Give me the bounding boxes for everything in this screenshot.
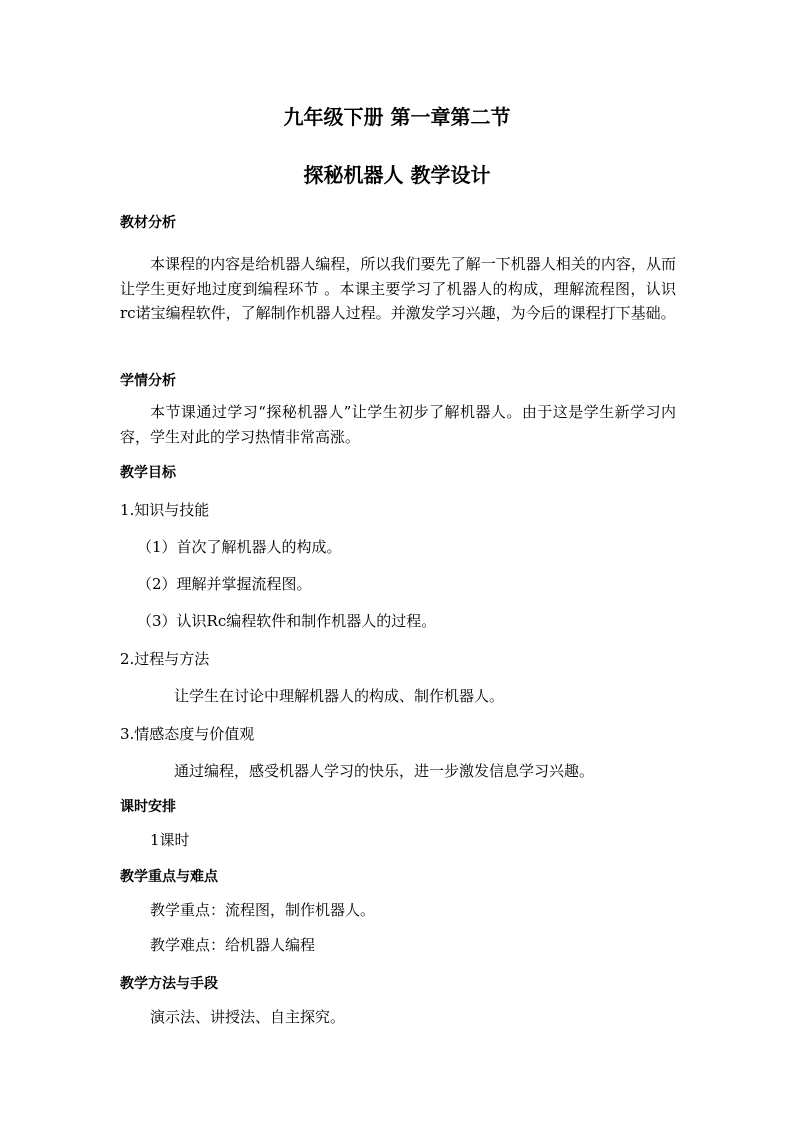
difficult-point-text: 教学难点：给机器人编程 [150,936,316,954]
students-paragraph: 本节课通过学习“探秘机器人”让学生初步了解机器人。由于这是学生新学习内容，学生对此的学习热情非常高涨。 [120,403,676,446]
goal-1-title: 1.知识与技能 [120,501,210,519]
goal-3-text: 通过编程，感受机器人学习的快乐，进一步激发信息学习兴趣。 [174,762,595,780]
key-point-text: 教学重点：流程图，制作机器人。 [150,901,376,919]
material-paragraph: 本课程的内容是给机器人编程，所以我们要先了解一下机器人相关的内容，从而让学生更好地过度到编程环节 。本课主要学习了机器人的构成，理解流程图，认识rc诺宝编程软件，了解制作机器人过程。并激发学习兴趣，为今后的课程打下基础。 [120,255,676,322]
section-heading-keypoints: 教学重点与难点 [120,869,218,885]
section-heading-schedule: 课时安排 [120,799,176,815]
section-heading-material: 教材分析 [120,215,176,231]
goal-2-title: 2.过程与方法 [120,650,210,668]
document-subtitle: 探秘机器人 教学设计 [303,163,491,187]
schedule-text: 1课时 [150,831,190,849]
section-heading-goals: 教学目标 [120,465,176,481]
goal-3-title: 3.情感态度与价值观 [120,725,255,743]
document-title: 九年级下册 第一章第二节 [283,105,511,129]
goal-1-item: （3）认识Rc编程软件和制作机器人的过程。 [137,612,437,630]
goal-1-item: （1）首次了解机器人的构成。 [137,538,342,556]
section-heading-methods: 教学方法与手段 [120,976,218,992]
goal-2-text: 让学生在讨论中理解机器人的构成、制作机器人。 [174,687,505,705]
section-heading-students: 学情分析 [120,373,176,389]
goal-1-item: （2）理解并掌握流程图。 [137,575,312,593]
methods-text: 演示法、讲授法、自主探究。 [150,1008,346,1026]
